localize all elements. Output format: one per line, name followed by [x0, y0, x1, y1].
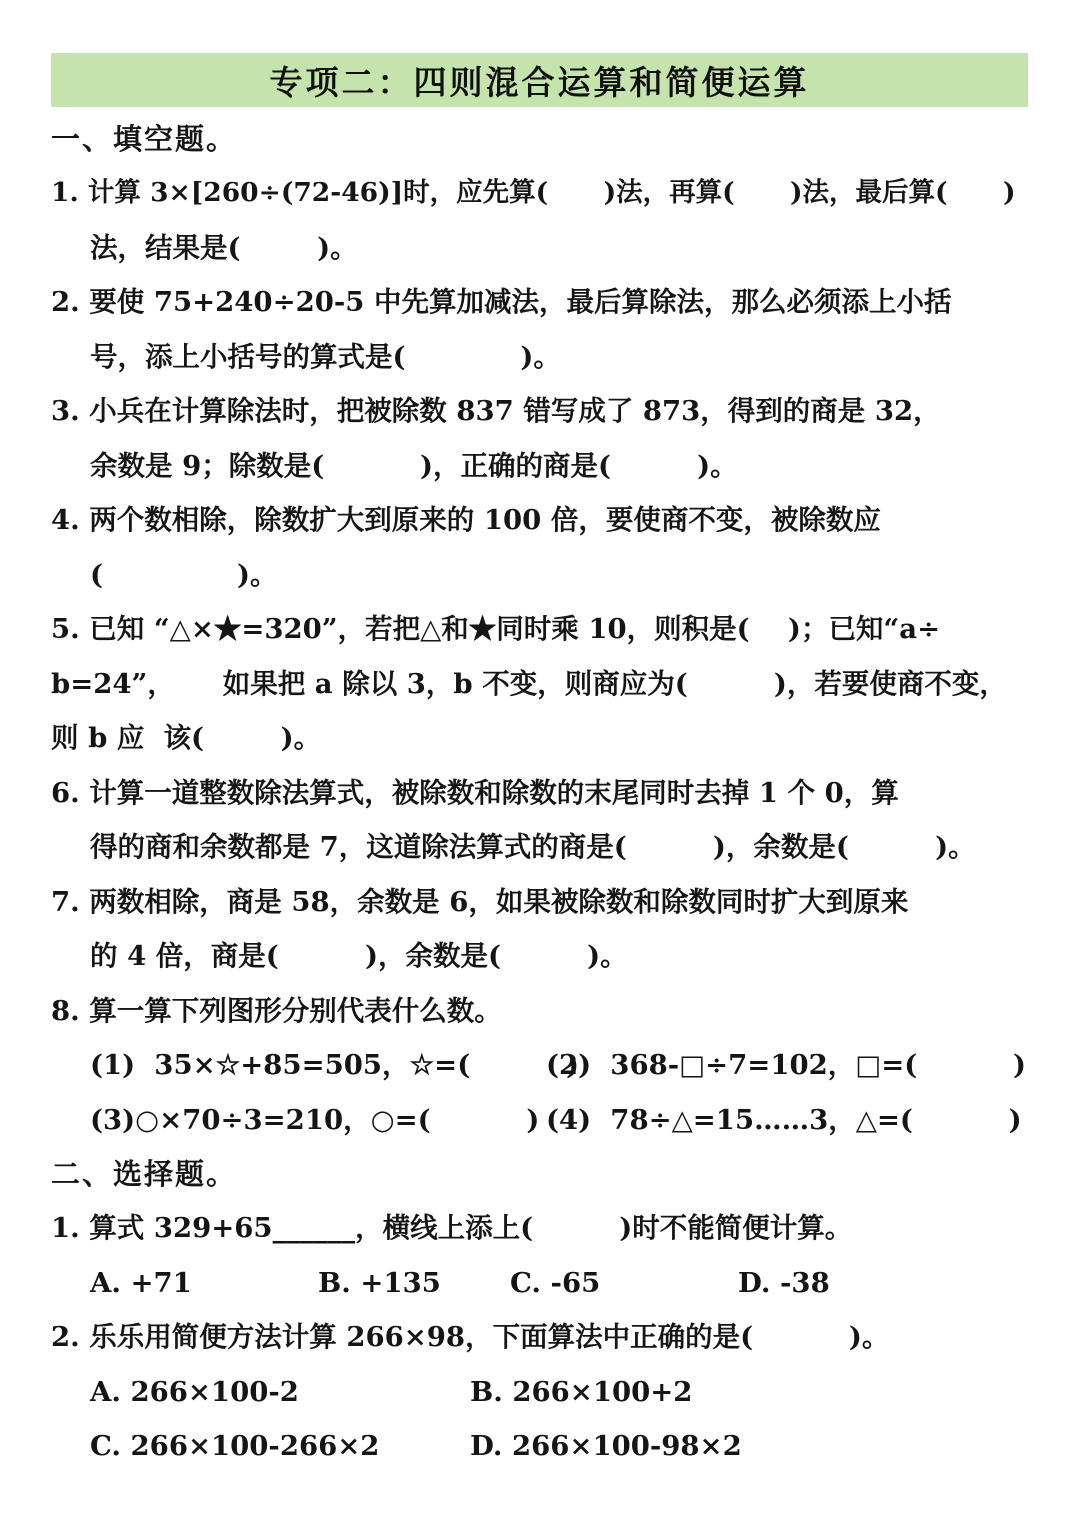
question-6-line-1: 6. 计算一道整数除法算式，被除数和除数的末尾同时去掉 1 个 0，算 [51, 777, 899, 809]
choice-question-1-text: 1. 算式 329+65______，横线上添上( )时不能简便计算。 [51, 1212, 853, 1244]
question-4-line-2: ( )。 [90, 559, 278, 591]
question-4-line-1: 4. 两个数相除，除数扩大到原来的 100 倍，要使商不变，被除数应 [51, 504, 881, 536]
question-8-text: 8. 算一算下列图形分别代表什么数。 [51, 995, 502, 1027]
choice-2-option-a: A. 266×100-2 [90, 1376, 299, 1408]
question-8-sub-2: (2) 368-□÷7=102，□=( ) [546, 1049, 1027, 1081]
question-7-line-1: 7. 两数相除，商是 58，余数是 6，如果被除数和除数同时扩大到原来 [51, 886, 909, 918]
section-heading-multiple-choice: 二、选择题。 [51, 1157, 238, 1191]
question-5-line-3: 则 b 应 该( )。 [51, 722, 322, 754]
title-bar [51, 53, 1028, 107]
question-2-line-1: 2. 要使 75+240÷20-5 中先算加减法，最后算除法，那么必须添上小括 [51, 286, 952, 318]
question-7-line-2: 的 4 倍，商是( )，余数是( )。 [90, 940, 628, 972]
question-8-sub-3: (3)○×70÷3=210，○=( ) [90, 1104, 540, 1136]
question-3-line-1: 3. 小兵在计算除法时，把被除数 837 错写成了 873，得到的商是 32， [51, 395, 941, 427]
choice-2-option-b: B. 266×100+2 [470, 1376, 693, 1408]
choice-1-option-c: C. -65 [510, 1267, 601, 1299]
choice-1-option-d: D. -38 [738, 1267, 830, 1299]
question-1-line-1: 1. 计算 3×[260÷(72-46)]时，应先算( )法，再算( )法，最后算( ) [51, 177, 1016, 208]
choice-1-option-b: B. +135 [318, 1267, 441, 1299]
question-2-line-2: 号，添上小括号的算式是( )。 [90, 341, 561, 373]
question-5-line-1: 5. 已知 “△×★=320”，若把△和★同时乘 10，则积是( )；已知“a÷ [51, 613, 941, 645]
choice-1-option-a: A. +71 [90, 1267, 192, 1299]
choice-2-option-d: D. 266×100-98×2 [470, 1430, 742, 1462]
choice-2-option-c: C. 266×100-266×2 [90, 1430, 380, 1462]
question-3-line-2: 余数是 9；除数是( )，正确的商是( )。 [90, 450, 738, 482]
question-1-line-2: 法，结果是( )。 [90, 232, 358, 264]
question-5-line-2: b=24”， 如果把 a 除以 3，b 不变，则商应为( )，若要使商不变， [51, 668, 1007, 700]
question-8-sub-4: (4) 78÷△=15……3，△=( ) [546, 1104, 1022, 1136]
choice-question-2-text: 2. 乐乐用简便方法计算 266×98，下面算法中正确的是( )。 [51, 1321, 890, 1353]
page-title: 专项二：四则混合运算和简便运算 [269, 62, 810, 102]
question-6-line-2: 得的商和余数都是 7，这道除法算式的商是( )，余数是( )。 [90, 831, 976, 863]
section-heading-fill-blank: 一、填空题。 [51, 122, 238, 156]
question-8-sub-1: (1) 35×☆+85=505，☆=( ) [90, 1049, 579, 1081]
